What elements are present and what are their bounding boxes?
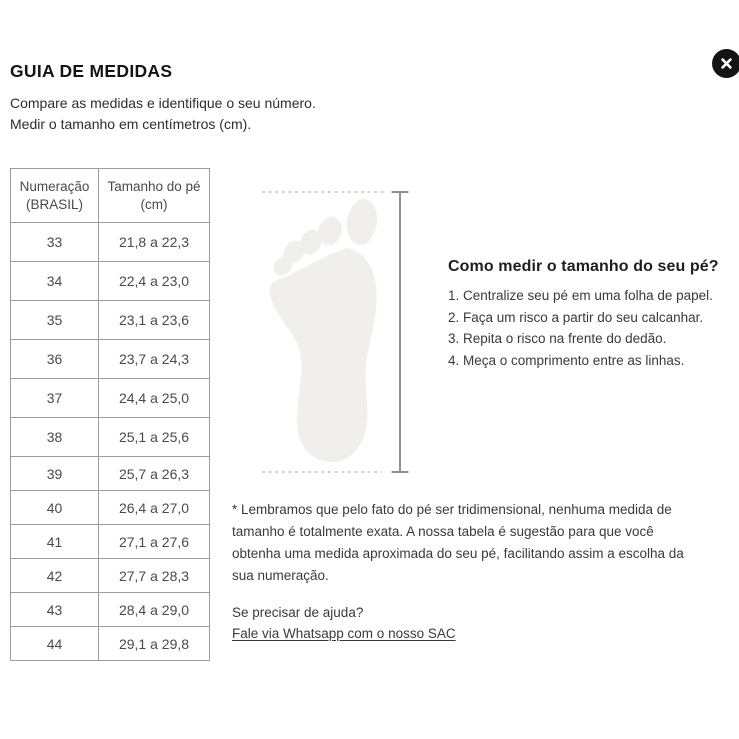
size-cell: 34 [11,262,99,301]
range-cell: 24,4 a 25,0 [99,379,210,418]
how-to-step: 4. Meça o comprimento entre as linhas. [448,352,685,368]
subtitle-line-1: Compare as medidas e identifique o seu número. [10,95,316,111]
size-cell: 36 [11,340,99,379]
how-to-steps [448,285,739,371]
table-row [11,379,210,418]
how-to-step: 3. Repita o risco na frente do dedão. [448,331,667,346]
column-header-numeracao: Numeração (BRASIL) [11,169,99,223]
size-cell: 33 [11,223,99,262]
close-icon [721,58,732,69]
table-row [11,223,210,262]
range-cell: 27,7 a 28,3 [99,559,210,593]
foot-measurement-illustration [250,178,420,478]
close-button[interactable] [712,49,739,78]
range-cell: 27,1 a 27,6 [99,525,210,559]
how-to-heading: Como medir o tamanho do seu pé? [448,258,719,275]
range-cell: 25,7 a 26,3 [99,457,210,491]
page-title: GUIA DE MEDIDAS [10,61,173,81]
size-cell: 39 [11,457,99,491]
whatsapp-sac-link[interactable]: Fale via Whatsapp com o nosso SAC [232,626,456,641]
how-to-step: 2. Faça um risco a partir do seu calcanhar. [448,309,704,325]
how-to-measure-section [448,258,739,371]
range-cell: 25,1 a 25,6 [99,418,210,457]
table-row [11,491,210,525]
size-cell: 37 [11,379,99,418]
range-cell: 29,1 a 29,8 [99,627,210,661]
size-cell: 43 [11,593,99,627]
size-cell: 40 [11,491,99,525]
size-cell: 38 [11,418,99,457]
table-row [11,593,210,627]
table-row [11,525,210,559]
size-cell: 35 [11,301,99,340]
range-cell: 21,8 a 22,3 [99,223,210,262]
table-row [11,262,210,301]
table-row [11,559,210,593]
subtitle-line-2: Medir o tamanho em centímetros (cm). [10,116,252,132]
range-cell: 28,4 a 29,0 [99,593,210,627]
table-header-row [11,169,210,223]
disclaimer-text: * Lembramos que pelo fato do pé ser tridimensional, nenhuma medida de tamanho é totalmente exata. A nossa tabela é sugestão para que você obtenha uma medida aproximada do seu pé, facilitando assim a escolha da sua numeração. [232,502,684,583]
size-table-body [11,223,210,661]
column-header-tamanho: Tamanho do pé (cm) [99,169,210,223]
footprint-icon [270,197,380,462]
how-to-step: 1. Centralize seu pé em uma folha de papel. [448,288,713,303]
table-row [11,301,210,340]
table-row [11,627,210,661]
range-cell: 23,1 a 23,6 [99,301,210,340]
subtitle [10,93,316,135]
table-row [11,418,210,457]
size-cell: 42 [11,559,99,593]
help-question: Se precisar de ajuda? [232,605,364,620]
range-cell: 26,4 a 27,0 [99,491,210,525]
table-row [11,457,210,491]
table-row [11,340,210,379]
size-cell: 41 [11,525,99,559]
size-table [10,168,210,661]
range-cell: 22,4 a 23,0 [99,262,210,301]
range-cell: 23,7 a 24,3 [99,340,210,379]
size-cell: 44 [11,627,99,661]
measurement-line [392,192,409,472]
